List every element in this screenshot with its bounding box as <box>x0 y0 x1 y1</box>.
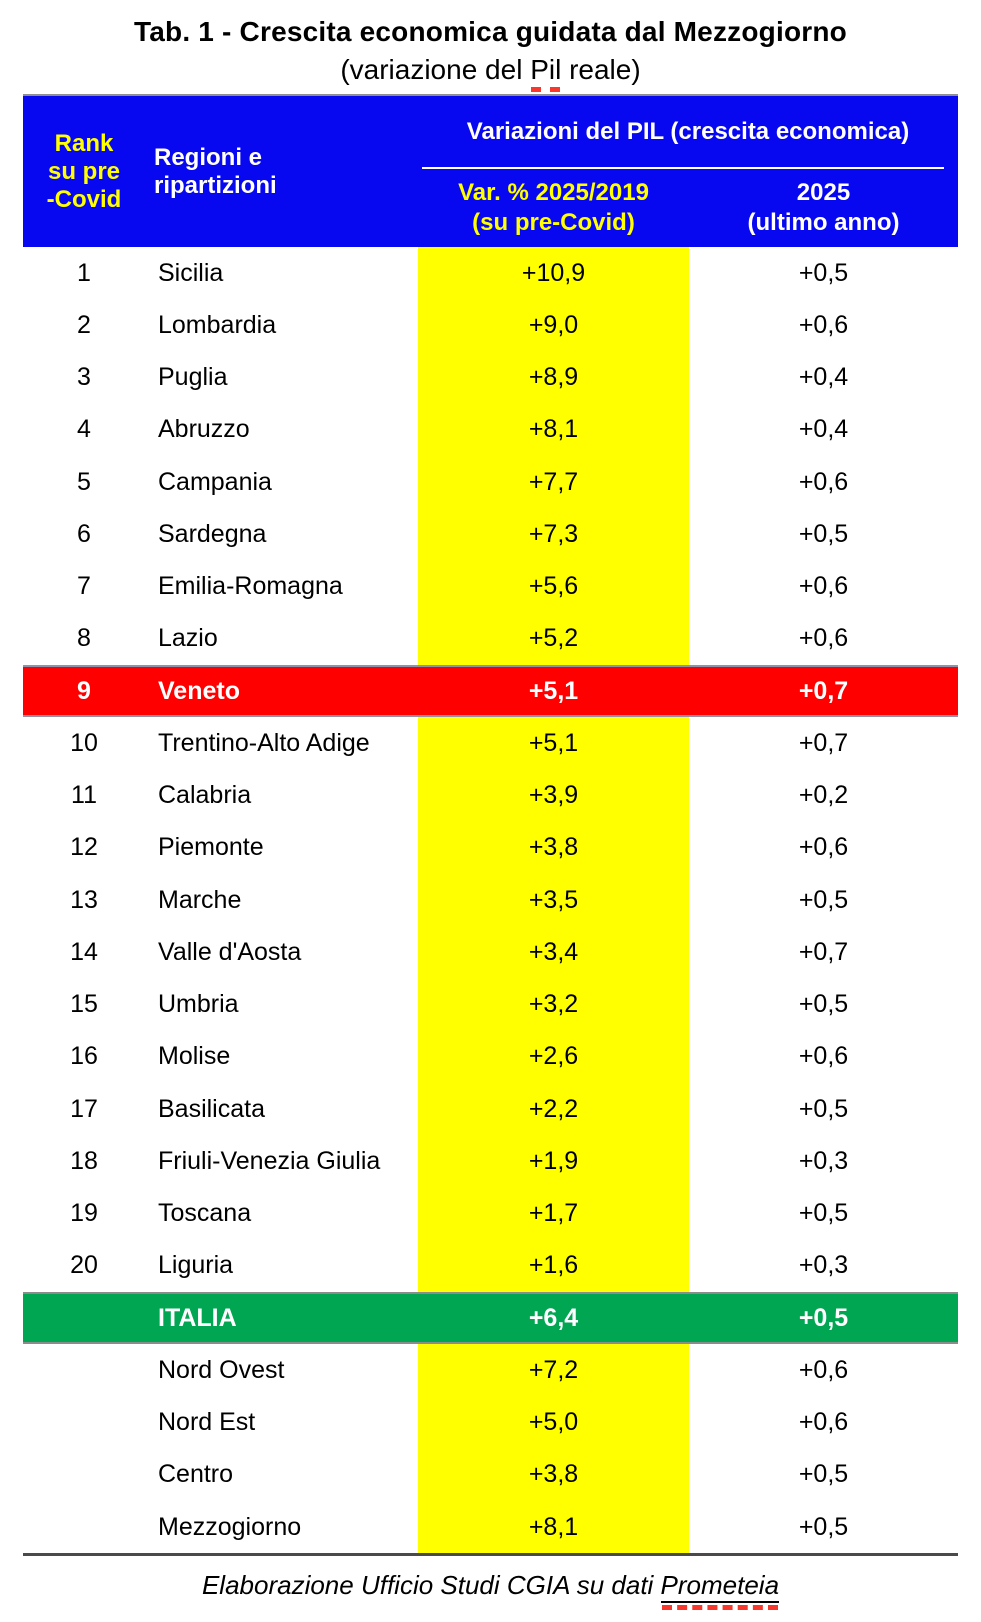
var-2025-cell: +0,6 <box>798 624 849 653</box>
var-2025-2019-cell: +7,7 <box>418 456 689 508</box>
col-header-rank: Rank su pre -Covid <box>46 129 122 213</box>
var-2025-2019-cell: +8,1 <box>418 404 689 456</box>
table-row <box>23 352 958 404</box>
table-row <box>23 717 958 769</box>
rank-cell: 1 <box>77 258 91 287</box>
var-2025-2019-cell: +1,6 <box>418 1240 689 1292</box>
region-cell: Sardegna <box>158 519 267 548</box>
var-2025-cell: +0,5 <box>798 1303 849 1332</box>
table-row <box>23 874 958 926</box>
rank-cell: 3 <box>77 363 91 392</box>
rank-cell: 7 <box>77 572 91 601</box>
rank-cell: 16 <box>70 1042 98 1071</box>
table-row <box>23 1397 958 1449</box>
var-2025-cell: +0,5 <box>798 1512 849 1541</box>
var-2025-cell: +0,5 <box>798 1460 849 1489</box>
var-2025-cell: +0,7 <box>798 676 849 705</box>
rank-cell: 13 <box>70 885 98 914</box>
var-2025-cell: +0,3 <box>798 1146 849 1175</box>
table-row <box>23 1188 958 1240</box>
table-title: Tab. 1 - Crescita economica guidata dal Mezzogiorno <box>134 16 847 47</box>
var-2025-2019-cell: +3,4 <box>418 926 689 978</box>
var-2025-2019-cell: +3,8 <box>418 1449 689 1501</box>
rank-cell: 20 <box>70 1251 98 1280</box>
rank-cell: 5 <box>77 467 91 496</box>
rank-cell: 4 <box>77 415 91 444</box>
var-2025-2019-cell: +2,2 <box>418 1083 689 1135</box>
region-cell: Trentino-Alto Adige <box>158 728 370 757</box>
region-cell: Toscana <box>158 1199 252 1228</box>
rank-cell: 9 <box>77 676 91 705</box>
var-2025-cell: +0,4 <box>798 363 849 392</box>
rank-cell: 11 <box>71 781 97 810</box>
gdp-growth-table <box>23 94 958 1556</box>
var-2025-cell: +0,6 <box>798 310 849 339</box>
rank-cell: 6 <box>77 519 91 548</box>
region-cell: Nord Ovest <box>158 1355 285 1384</box>
var-2025-2019-cell: +5,1 <box>528 676 579 705</box>
var-2025-cell: +0,7 <box>798 937 849 966</box>
table-row <box>23 926 958 978</box>
region-cell: Campania <box>158 467 272 496</box>
table-row <box>23 979 958 1031</box>
var-2025-cell: +0,5 <box>798 885 849 914</box>
region-cell: ITALIA <box>158 1303 237 1332</box>
region-cell: Veneto <box>158 676 240 705</box>
var-2025-cell: +0,5 <box>798 258 849 287</box>
rank-cell <box>23 1397 145 1449</box>
var-2025-cell: +0,5 <box>798 1094 849 1123</box>
rank-cell: 2 <box>77 310 91 339</box>
var-2025-2019-cell: +3,8 <box>418 822 689 874</box>
region-cell: Piemonte <box>158 833 264 862</box>
var-2025-2019-cell: +5,6 <box>418 561 689 613</box>
rank-cell: 19 <box>70 1199 98 1228</box>
table-row <box>23 1031 958 1083</box>
var-2025-2019-cell: +10,9 <box>418 247 689 299</box>
table-row <box>23 404 958 456</box>
var-2025-2019-cell: +1,9 <box>418 1135 689 1187</box>
table-row <box>23 561 958 613</box>
region-cell: Abruzzo <box>158 415 250 444</box>
var-2025-cell: +0,3 <box>798 1251 849 1280</box>
table-row <box>23 613 958 665</box>
var-2025-2019-cell: +5,1 <box>418 717 689 769</box>
region-cell: Umbria <box>158 990 239 1019</box>
col-header-regions: Regioni e ripartizioni <box>154 143 277 199</box>
table-header <box>23 96 958 247</box>
var-2025-cell: +0,7 <box>798 728 849 757</box>
table-row <box>23 299 958 351</box>
source-note <box>0 1570 981 1603</box>
var-2025-2019-cell: +5,0 <box>418 1397 689 1449</box>
var-2025-2019-cell: +7,2 <box>418 1344 689 1396</box>
var-2025-cell: +0,4 <box>798 415 849 444</box>
var-2025-cell: +0,6 <box>798 833 849 862</box>
table-row <box>23 247 958 299</box>
var-2025-2019-cell: +1,7 <box>418 1188 689 1240</box>
var-2025-2019-cell: +8,1 <box>418 1501 689 1553</box>
var-2025-2019-cell: +3,9 <box>418 770 689 822</box>
table-row <box>23 1135 958 1187</box>
region-cell: Lombardia <box>158 310 277 339</box>
var-2025-cell: +0,5 <box>798 1199 849 1228</box>
region-cell: Nord Est <box>158 1408 256 1437</box>
col-header-group-pil <box>418 96 958 247</box>
rank-cell: 17 <box>70 1094 98 1123</box>
region-cell: Molise <box>158 1042 231 1071</box>
var-2025-2019-cell: +3,2 <box>418 979 689 1031</box>
region-cell: Marche <box>158 885 242 914</box>
rank-cell <box>23 1344 145 1396</box>
table-row <box>23 822 958 874</box>
group-header-title: Variazioni del PIL (crescita economica) <box>466 117 910 145</box>
table-row <box>23 508 958 560</box>
region-cell: Friuli-Venezia Giulia <box>158 1146 381 1175</box>
table-row <box>23 770 958 822</box>
region-cell: Liguria <box>158 1251 234 1280</box>
var-2025-2019-cell: +3,5 <box>418 874 689 926</box>
subtitle-prefix: (variazione del <box>340 54 531 85</box>
table-row <box>23 1449 958 1501</box>
var-2025-2019-cell: +5,2 <box>418 613 689 665</box>
region-cell: Emilia-Romagna <box>158 572 343 601</box>
table-subtitle <box>0 54 981 86</box>
table-body <box>23 247 958 1556</box>
rank-cell: 15 <box>70 990 98 1019</box>
var-2025-2019-cell: +2,6 <box>418 1031 689 1083</box>
var-2025-cell: +0,5 <box>798 519 849 548</box>
table-row <box>23 1292 958 1344</box>
var-2025-cell: +0,6 <box>798 572 849 601</box>
rank-cell: 8 <box>77 624 91 653</box>
region-cell: Lazio <box>158 624 218 653</box>
rank-cell: 18 <box>70 1146 98 1175</box>
table-row <box>23 1501 958 1553</box>
var-2025-2019-cell: +6,4 <box>528 1303 579 1332</box>
rank-cell: 10 <box>70 728 98 757</box>
region-cell: Basilicata <box>158 1094 265 1123</box>
rank-cell <box>23 1294 145 1342</box>
var-2025-cell: +0,6 <box>798 1355 849 1384</box>
subtitle-suffix: reale) <box>561 54 641 85</box>
source-note-prefix: Elaborazione Ufficio Studi CGIA su dati <box>201 1570 661 1600</box>
table-row <box>23 1083 958 1135</box>
rank-cell <box>23 1501 145 1553</box>
sub-headers <box>418 169 958 247</box>
rank-cell <box>23 1449 145 1501</box>
var-2025-2019-cell: +7,3 <box>418 508 689 560</box>
region-cell: Calabria <box>158 781 252 810</box>
rank-cell: 14 <box>70 937 98 966</box>
region-cell: Centro <box>158 1460 234 1489</box>
table-row <box>23 1344 958 1396</box>
region-cell: Puglia <box>158 363 228 392</box>
spellchecked-word-prometeia: Prometeia <box>661 1570 780 1603</box>
var-2025-cell: +0,6 <box>798 467 849 496</box>
region-cell: Sicilia <box>158 258 224 287</box>
var-2025-2019-cell: +8,9 <box>418 352 689 404</box>
spellchecked-word-pil: Pil <box>530 54 562 85</box>
var-2025-cell: +0,6 <box>798 1408 849 1437</box>
table-row <box>23 665 958 717</box>
var-2025-2019-cell: +9,0 <box>418 299 689 351</box>
table-row <box>23 1240 958 1292</box>
var-2025-cell: +0,2 <box>798 781 849 810</box>
col-header-2025: 2025 (ultimo anno) <box>747 179 900 236</box>
var-2025-cell: +0,6 <box>798 1042 849 1071</box>
region-cell: Valle d'Aosta <box>158 937 302 966</box>
var-2025-cell: +0,5 <box>798 990 849 1019</box>
col-header-var-2025-2019: Var. % 2025/2019 (su pre-Covid) <box>458 179 649 236</box>
rank-cell: 12 <box>70 833 98 862</box>
region-cell: Mezzogiorno <box>158 1512 302 1541</box>
table-row <box>23 456 958 508</box>
